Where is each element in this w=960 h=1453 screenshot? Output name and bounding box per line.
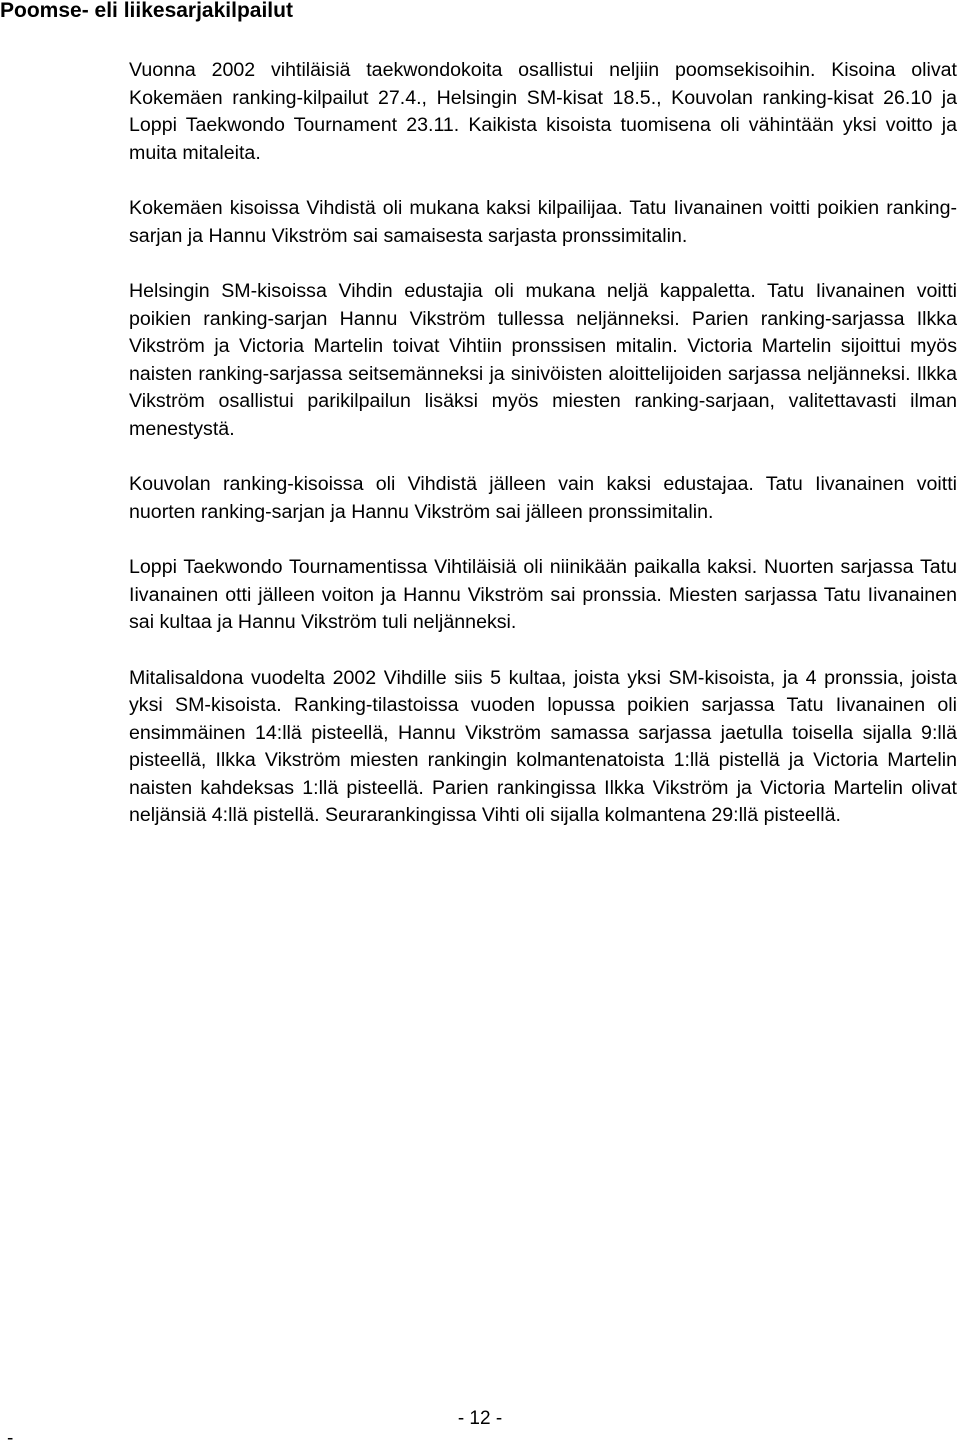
body-text (129, 57, 957, 858)
page-number: - 12 - (457, 1408, 503, 1429)
paragraph-helsinki-sm: Helsingin SM-kisoissa Vihdin edustajia oli mukana neljä kappaletta. Tatu Iivanainen voitti poikien ranking-sarjan Hannu Vikström tullessa neljänneksi. Parien ranking-sarjassa Ilkka Vikström ja Victoria Martelin toivat Vihtiin pronssisen mitalin. Victoria Martelin sijoittui myös naisten ranking-sarjassa seitsemänneksi ja sinivöisten aloittelijoiden sarjassa neljänneksi. Ilkka Vikström osallistui parikilpailun lisäksi myös miesten ranking-sarjaan, valitettavasti ilman menestystä. (129, 280, 957, 440)
paragraph-competitions-overview: Vuonna 2002 vihtiläisiä taekwondokoita osallistui neljiin poomsekisoihin. Kisoina olivat Kokemäen ranking-kilpailut 27.4., Helsingin SM-kisat 18.5., Kouvolan ranking-kisat 26.10 ja Loppi Taekwondo Tournament 23.11. Kaikista kisoista tuomisena oli vähintään yksi voitto ja muita mitaleita. (129, 59, 957, 164)
paragraph-kouvola: Kouvolan ranking-kisoissa oli Vihdistä jälleen vain kaksi edustajaa. Tatu Iivanainen voitti nuorten ranking-sarjan ja Hannu Vikström sai jälleen pronssimitalin. (129, 473, 957, 523)
page-title: Poomse- eli liikesarjakilpailut (0, 0, 293, 22)
corner-mark: - (7, 1428, 14, 1449)
paragraph-medal-summary: Mitalisaldona vuodelta 2002 Vihdille siis 5 kultaa, joista yksi SM-kisoista, ja 4 pronssia, joista yksi SM-kisoista. Ranking-tilastoissa vuoden lopussa poikien sarjassa Tatu Iivanainen oli ensimmäinen 14:llä pisteellä, Hannu Vikström samassa sarjassa jaetulla toisella sijalla 9:llä pisteellä, Ilkka Vikström miesten rankingin kolmantenatoista 1:llä pistellä ja Victoria Martelin naisten kahdeksas 1:llä pisteellä. Parien rankingissa Ilkka Vikström ja Victoria Martelin olivat neljänsiä 4:llä pistellä. Seurarankingissa Vihti oli sijalla kolmantena 29:llä pisteellä. (129, 666, 957, 826)
paragraph-loppi: Loppi Taekwondo Tournamentissa Vihtiläisiä oli niinikään paikalla kaksi. Nuorten sarjassa Tatu Iivanainen otti jälleen voiton ja Hannu Vikström sai pronssia. Miesten sarjassa Tatu Iivanainen sai kultaa ja Hannu Vikström tuli neljänneksi. (129, 556, 957, 633)
paragraph-kokemaki: Kokemäen kisoissa Vihdistä oli mukana kaksi kilpailijaa. Tatu Iivanainen voitti poikien ranking-sarjan ja Hannu Vikström sai samaisesta sarjasta pronssimitalin. (129, 197, 957, 247)
